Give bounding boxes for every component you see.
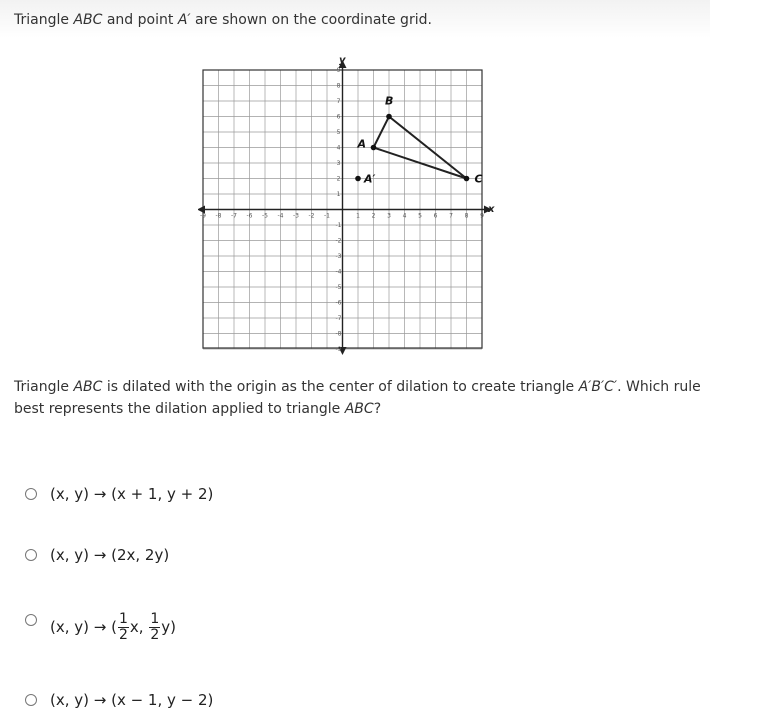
- tick-label: -2: [308, 212, 315, 220]
- tick-label: 2: [336, 175, 341, 183]
- tick-label: 7: [449, 212, 453, 220]
- radio-button[interactable]: [25, 488, 37, 500]
- intro-text: Triangle ABC and point A′ are shown on the coordinate grid.: [14, 12, 432, 28]
- tick-label: -3: [335, 253, 342, 260]
- radio-button[interactable]: [25, 614, 37, 626]
- tick-label: -3: [293, 212, 299, 220]
- answer-option-4[interactable]: [25, 691, 213, 709]
- tick-label: -8: [335, 330, 342, 338]
- tick-label: 8: [336, 82, 341, 90]
- tick-label: 1: [336, 191, 341, 198]
- tick-label: 1: [356, 212, 360, 220]
- tick-label: 9: [480, 212, 484, 220]
- point-label-b: B: [385, 94, 394, 108]
- tick-label: -6: [246, 212, 253, 220]
- tick-label: -9: [200, 212, 206, 220]
- tick-label: 4: [336, 144, 341, 152]
- x-axis-label: x: [488, 204, 495, 215]
- tick-label: 6: [433, 212, 438, 220]
- tick-label: -7: [231, 212, 237, 220]
- tick-label: -1: [335, 222, 342, 229]
- tick-label: 5: [418, 212, 422, 220]
- answer-option-1[interactable]: [25, 485, 213, 503]
- option-label: (x, y) → ( $\frac{1}{2}$ x, $\frac{1}{2}$ y): [50, 611, 176, 643]
- option-label: (x, y) → (x + 1, y + 2): [50, 485, 214, 503]
- tick-label: 6: [336, 113, 341, 121]
- tick-label: -5: [262, 212, 268, 220]
- fraction: $\frac{1}{2}$: [150, 611, 160, 643]
- tick-label: 5: [336, 129, 341, 136]
- tick-label: 7: [336, 98, 341, 105]
- point-a-prime: [355, 176, 361, 182]
- tick-label: 3: [336, 160, 341, 167]
- tick-label: -2: [335, 237, 342, 245]
- fraction: $\frac{1}{2}$: [118, 611, 128, 643]
- tick-label: -8: [215, 212, 222, 220]
- point-a: [371, 145, 377, 151]
- point-label-a-prime: A′: [364, 172, 376, 186]
- axes: [201, 64, 488, 351]
- radio-button[interactable]: [25, 549, 37, 561]
- tick-label: -9: [335, 346, 342, 353]
- option-label: (x, y) → (x − 1, y − 2): [50, 691, 214, 709]
- tick-label: 3: [387, 212, 391, 220]
- coordinate-grid: [198, 50, 508, 356]
- question-text: Triangle ABC is dilated with the origin as the center of dilation to create triangle A′B′C′. Which rule best represents the dilation applied to triangle ABC?: [14, 379, 701, 417]
- tick-label: -4: [277, 212, 284, 220]
- tick-label: 9: [336, 67, 341, 74]
- tick-label: -7: [335, 315, 342, 322]
- point-c: [464, 176, 470, 182]
- point-label-a: A: [357, 137, 367, 151]
- answer-option-2[interactable]: [25, 546, 169, 564]
- point-label-c: C: [474, 172, 483, 186]
- point-b: [386, 114, 392, 120]
- tick-label: -1: [324, 212, 330, 220]
- option-label: (x, y) → (2x, 2y): [50, 546, 170, 564]
- tick-label: -4: [335, 268, 342, 276]
- tick-label: -6: [335, 299, 342, 307]
- tick-label: 8: [464, 212, 469, 220]
- answer-option-3[interactable]: [25, 608, 176, 643]
- radio-button[interactable]: [25, 694, 37, 706]
- tick-label: -5: [335, 284, 342, 291]
- y-axis-label: y: [339, 55, 346, 66]
- tick-label: 2: [371, 212, 376, 220]
- tick-label: 4: [402, 212, 407, 220]
